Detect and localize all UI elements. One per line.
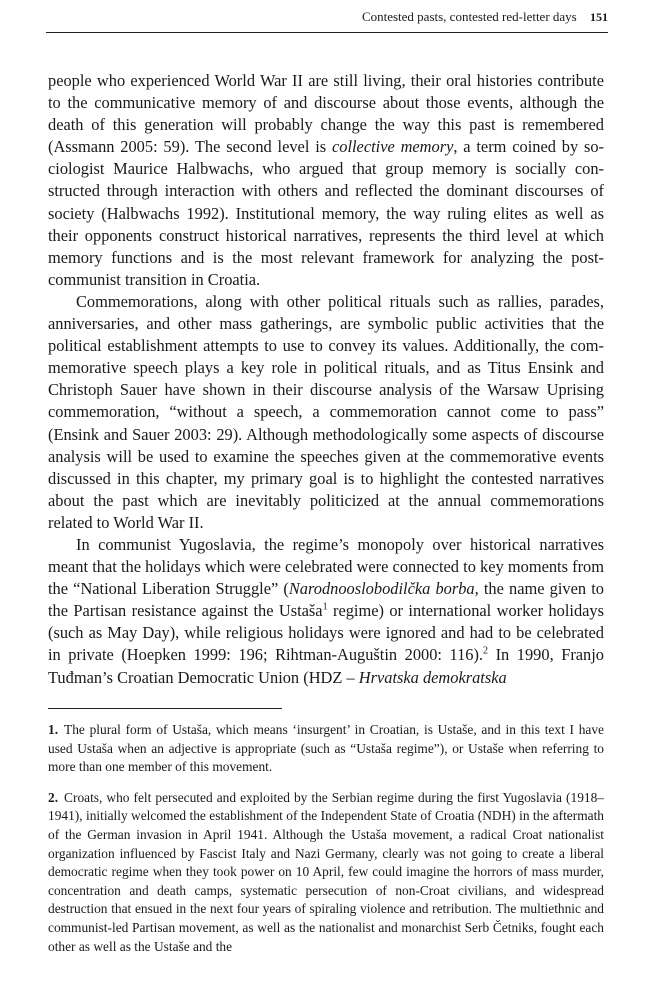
- paragraph-3: [48, 534, 604, 689]
- p1-text-a: people who experienced World War II are still living, their oral histories contribute to the communicative memory of and discourse about those events, although the death of this generation will probably change the way this past is remembered (Assmann 2005: 59). The second level is: [48, 71, 604, 157]
- paragraph-1: [48, 70, 604, 291]
- p3-italic-term: Narodnooslobodilčka borba: [288, 579, 475, 599]
- footnote-number: 2.: [48, 789, 59, 805]
- footnote-2: [48, 789, 604, 956]
- p3-text-d: regime) or international worker holidays (such as May Day), while religious holidays were ignored and had to be celebrated in private (Hoepken 1999: 196; Rihtman-Auguštin 2000: 116).: [48, 601, 604, 665]
- running-head: [46, 8, 608, 26]
- footnote-number: 1.: [48, 722, 59, 737]
- p3-text-e: In 1990, Franjo Tuđman’s Croatian Democratic Union (HDZ –: [48, 645, 604, 687]
- footnote-ref-1[interactable]: 1: [322, 601, 328, 613]
- footnote-text: The plural form of Ustaša, which means ‘insurgent’ in Croatian, is Ustaše, and in this text I have used Ustaša when an adjective is appropriate (such as “Ustaša regime”), or Ustaše when referring to more than one member of this movement.: [48, 722, 604, 775]
- running-title: Contested pasts, contested red-letter days: [361, 9, 577, 24]
- footnote-ref-2[interactable]: 2: [483, 645, 489, 657]
- paragraph-2: Commemorations, along with other political rituals such as rallies, parades, anniversaries, and other mass gatherings, are symbolic public activities that the political establishment attempts to use to convey its values. Additionally, the commemorative speech plays a key role in political rituals, and as Titus Ensink and Christoph Sauer have shown in their discourse analysis of the Warsaw Uprising commemoration, “without a speech, a commemoration cannot come to pass” (Ensink and Sauer 2003: 29). Although methodologically some aspects of discourse analysis will be used to examine the speeches given at the commemorative events discussed in this chapter, my primary goal is to highlight the contested narratives about the past which are inevitably politicized at the annual commemorations related to World War II.: [48, 291, 604, 532]
- p1-text-c: , a term coined by sociologist Maurice Halbwachs, who argued that group memory is socially constructed through interaction with others and reflected the dominant discourses of society (Halbwachs 1992). Institutional memory, the way ruling elites as well as their opponents construct historical narratives, represents the third level at which memory functions and is the most relevant framework for analyzing the post-communist transition in Croatia.: [48, 137, 604, 289]
- p3-italic-party: Hrvatska demokratska: [358, 667, 507, 687]
- p1-italic-term: collective memory: [331, 137, 454, 157]
- page-number: 151: [590, 10, 608, 24]
- footnotes: [48, 721, 604, 968]
- header-rule: [46, 32, 608, 33]
- p3-text-a: In communist Yugoslavia, the regime’s monopoly over historical narratives meant that the holidays which were celebrated were connected to key moments from the “National Liberation Struggle” (: [48, 534, 604, 599]
- p3-text-c: , the name given to the Partisan resistance against the Ustaša: [48, 579, 604, 621]
- footnote-rule: [48, 708, 282, 709]
- body-text: [48, 70, 604, 689]
- footnote-1: [48, 721, 604, 777]
- footnote-text: Croats, who felt persecuted and exploited by the Serbian regime during the first Yugoslavia (1918–1941), initially welcomed the establishment of the Independent State of Croatia (NDH) in the aftermath of the German invasion in April 1941. Although the Ustaša movement, a radical Croat nationalist organization influenced by Fascist Italy and Nazi Germany, clearly was not going to create a liberal democratic regime when they took power on 10 April, few could imagine the horrors of mass murder, concentration and death camps, systematic persecution of non-Croat civilians, and widespread destruction that ensued in the next four years of spiraling violence and retribution. The multiethnic and communist-led Partisan movement, as well as the nationalist and monarchist Serb Četniks, fought each other as well as the Ustaše and the: [48, 789, 604, 954]
